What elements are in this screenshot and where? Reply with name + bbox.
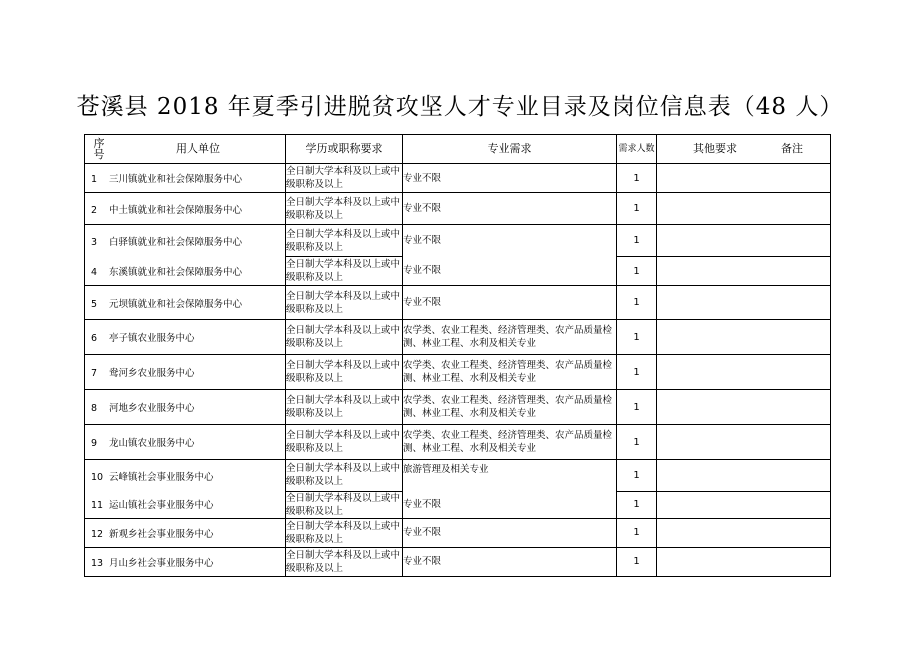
row-other xyxy=(657,491,831,518)
row-other xyxy=(657,320,831,355)
row-other xyxy=(657,547,831,576)
row-unit: 新观乡社会事业服务中心 xyxy=(109,528,214,540)
row-other xyxy=(657,355,831,390)
row-count: 1 xyxy=(617,257,657,286)
row-edu: 全日制大学本科及以上或中级职称及以上 xyxy=(286,225,403,257)
row-number: 9 xyxy=(91,438,98,449)
row-major: 专业不限 xyxy=(403,286,617,320)
row-count: 1 xyxy=(617,286,657,320)
table-row xyxy=(85,193,831,225)
row-number: 10 xyxy=(91,471,104,483)
row-number: 11 xyxy=(91,500,104,512)
row-unit: 月山乡社会事业服务中心 xyxy=(109,557,214,569)
row-count: 1 xyxy=(617,355,657,390)
row-unit: 鸯河乡农业服务中心 xyxy=(109,368,195,379)
table-row xyxy=(85,355,831,390)
header-no: 序号 xyxy=(93,137,105,161)
row-other xyxy=(657,257,831,286)
table-header-row xyxy=(85,135,831,164)
row-major: 专业不限 xyxy=(403,547,617,576)
row-edu: 全日制大学本科及以上或中级职称及以上 xyxy=(286,460,403,492)
row-count: 1 xyxy=(617,390,657,425)
row-edu: 全日制大学本科及以上或中级职称及以上 xyxy=(286,164,403,193)
row-number: 7 xyxy=(91,368,98,379)
header-other-label: 其他要求 xyxy=(693,142,737,155)
header-count xyxy=(617,135,657,164)
row-major: 专业不限 xyxy=(403,164,617,193)
row-other xyxy=(657,225,831,257)
header-major: 专业需求 xyxy=(403,135,617,164)
row-major: 农学类、农业工程类、经济管理类、农产品质量检测、林业工程、水利及相关专业 xyxy=(403,390,617,425)
row-unit: 亭子镇农业服务中心 xyxy=(109,333,195,344)
table-row xyxy=(85,286,831,320)
row-major: 专业不限 xyxy=(403,193,617,225)
header-unit xyxy=(85,135,286,164)
row-number: 1 xyxy=(91,174,98,185)
row-count: 1 xyxy=(617,193,657,225)
row-number: 8 xyxy=(91,403,98,414)
row-count: 1 xyxy=(617,225,657,257)
row-count: 1 xyxy=(617,491,657,518)
row-number: 12 xyxy=(91,528,104,540)
table-row xyxy=(85,390,831,425)
row-unit: 白驿镇就业和社会保障服务中心 xyxy=(109,236,243,248)
header-edu: 学历或职称要求 xyxy=(286,135,403,164)
row-major: 农学类、农业工程类、经济管理类、农产品质量检测、林业工程、水利及相关专业 xyxy=(403,320,617,355)
row-unit: 中土镇就业和社会保障服务中心 xyxy=(109,204,243,216)
row-unit: 三川镇就业和社会保障服务中心 xyxy=(109,174,243,185)
row-edu: 全日制大学本科及以上或中级职称及以上 xyxy=(286,491,403,518)
job-table xyxy=(84,134,831,577)
row-count: 1 xyxy=(617,547,657,576)
row-edu: 全日制大学本科及以上或中级职称及以上 xyxy=(286,547,403,576)
row-count: 1 xyxy=(617,518,657,547)
table-row xyxy=(85,518,831,547)
row-unit: 龙山镇农业服务中心 xyxy=(109,438,195,449)
row-count: 1 xyxy=(617,164,657,193)
table-row xyxy=(85,225,831,257)
row-other xyxy=(657,164,831,193)
row-unit: 河地乡农业服务中心 xyxy=(109,403,195,414)
row-edu: 全日制大学本科及以上或中级职称及以上 xyxy=(286,390,403,425)
header-unit-label: 用人单位 xyxy=(176,142,220,155)
row-unit: 云峰镇社会事业服务中心 xyxy=(109,471,214,483)
row-other xyxy=(657,390,831,425)
row-major: 农学类、农业工程类、经济管理类、农产品质量检测、林业工程、水利及相关专业 xyxy=(403,425,617,460)
row-other xyxy=(657,460,831,492)
row-number: 13 xyxy=(91,557,104,569)
table-row xyxy=(85,425,831,460)
row-major: 专业不限 xyxy=(403,491,617,518)
row-other xyxy=(657,286,831,320)
row-edu: 全日制大学本科及以上或中级职称及以上 xyxy=(286,257,403,286)
row-edu: 全日制大学本科及以上或中级职称及以上 xyxy=(286,286,403,320)
row-unit: 运山镇社会事业服务中心 xyxy=(109,500,214,512)
header-note-label: 备注 xyxy=(781,142,803,155)
table-row xyxy=(85,257,831,286)
table-row xyxy=(85,164,831,193)
row-number: 6 xyxy=(91,333,98,344)
page-title: 苍溪县 2018 年夏季引进脱贫攻坚人才专业目录及岗位信息表（48 人） xyxy=(76,94,844,120)
row-edu: 全日制大学本科及以上或中级职称及以上 xyxy=(286,193,403,225)
row-number: 3 xyxy=(91,236,98,248)
row-major: 专业不限 xyxy=(403,225,617,257)
row-major: 专业不限 xyxy=(403,257,617,286)
table-row xyxy=(85,320,831,355)
table-row xyxy=(85,460,831,492)
row-other xyxy=(657,518,831,547)
row-count: 1 xyxy=(617,460,657,492)
row-edu: 全日制大学本科及以上或中级职称及以上 xyxy=(286,355,403,390)
row-unit: 元坝镇就业和社会保障服务中心 xyxy=(109,298,243,310)
row-major: 农学类、农业工程类、经济管理类、农产品质量检测、林业工程、水利及相关专业 xyxy=(403,355,617,390)
header-other xyxy=(657,135,831,164)
row-count: 1 xyxy=(617,425,657,460)
row-count: 1 xyxy=(617,320,657,355)
row-other xyxy=(657,193,831,225)
row-major: 专业不限 xyxy=(403,518,617,547)
row-other xyxy=(657,425,831,460)
row-edu: 全日制大学本科及以上或中级职称及以上 xyxy=(286,518,403,547)
row-number: 5 xyxy=(91,298,98,310)
row-number: 4 xyxy=(91,266,98,278)
header-count-label: 需求人数 xyxy=(618,144,655,154)
row-major: 旅游管理及相关专业 xyxy=(403,460,617,492)
row-unit: 东溪镇就业和社会保障服务中心 xyxy=(109,266,243,278)
row-number: 2 xyxy=(91,204,98,216)
table-row xyxy=(85,547,831,576)
table-row xyxy=(85,491,831,518)
row-edu: 全日制大学本科及以上或中级职称及以上 xyxy=(286,425,403,460)
row-edu: 全日制大学本科及以上或中级职称及以上 xyxy=(286,320,403,355)
